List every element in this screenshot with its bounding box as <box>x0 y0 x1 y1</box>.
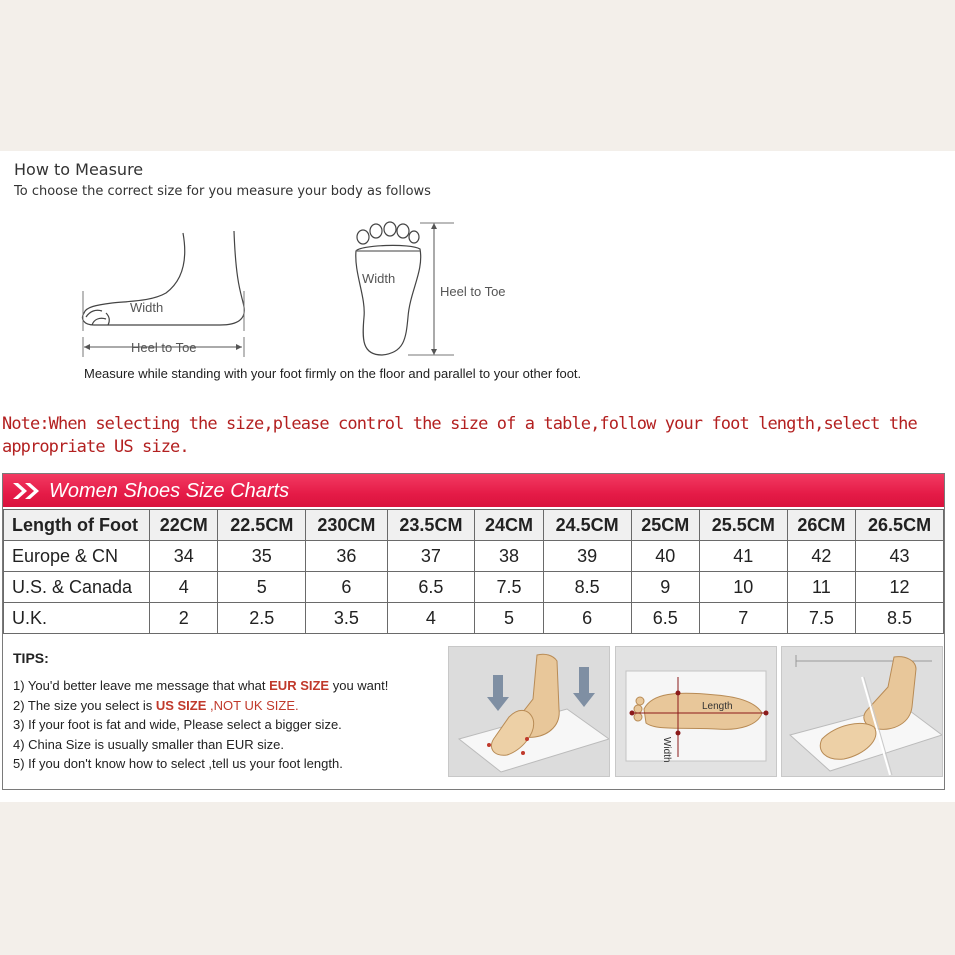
list-item: 3) If your foot is fat and wide, Please select a bigger size. <box>13 717 342 732</box>
table-cell: 7.5 <box>475 572 543 603</box>
table-row <box>4 510 944 541</box>
side-width-label: Width <box>130 300 164 315</box>
photo-foot-on-paper <box>448 646 610 777</box>
table-cell: 39 <box>543 541 631 572</box>
table-cell: 22.5CM <box>218 510 306 541</box>
list-item: 5) If you don't know how to select ,tell us your foot length. <box>13 756 343 771</box>
table-cell: 8.5 <box>543 572 631 603</box>
table-cell: 11 <box>787 572 855 603</box>
size-selection-note: Note:When selecting the size,please control the size of a table,follow your foot length,select the appropriate US size. <box>2 414 917 457</box>
table-cell: 3.5 <box>306 603 387 634</box>
table-cell: 43 <box>856 541 944 572</box>
list-item <box>13 676 388 696</box>
photo-length-width <box>615 646 777 777</box>
tip-highlight: US SIZE <box>155 697 207 713</box>
tip-highlight: ,NOT UK SIZE. <box>206 697 299 713</box>
table-cell: 2.5 <box>218 603 306 634</box>
table-cell: 35 <box>218 541 306 572</box>
table-cell: 6 <box>543 603 631 634</box>
table-cell: 7 <box>699 603 787 634</box>
table-cell: 38 <box>475 541 543 572</box>
sole-width-label: Width <box>362 271 396 286</box>
double-chevron-icon <box>11 482 43 500</box>
table-cell: 230CM <box>306 510 387 541</box>
photo-foot-measuring <box>781 646 943 777</box>
table-cell: 10 <box>699 572 787 603</box>
foot-on-paper-image <box>449 647 610 777</box>
table-cell: 4 <box>150 572 218 603</box>
table-cell: 34 <box>150 541 218 572</box>
size-chart-banner <box>3 474 944 507</box>
table-cell: 6.5 <box>631 603 699 634</box>
table-cell: 24.5CM <box>543 510 631 541</box>
table-row <box>4 572 944 603</box>
side-length-label: Heel to Toe <box>131 340 197 355</box>
how-to-measure-title: How to Measure <box>14 160 144 179</box>
size-chart-title: Women Shoes Size Charts <box>49 480 290 502</box>
table-cell: 7.5 <box>787 603 855 634</box>
table-cell: 40 <box>631 541 699 572</box>
table-cell: 5 <box>475 603 543 634</box>
tips-list <box>13 676 388 774</box>
table-cell: 12 <box>856 572 944 603</box>
table-cell: 25.5CM <box>699 510 787 541</box>
row-header: Europe & CN <box>4 541 150 572</box>
table-cell: 24CM <box>475 510 543 541</box>
foot-measuring-image <box>782 647 943 777</box>
row-header: U.K. <box>4 603 150 634</box>
table-row <box>4 603 944 634</box>
length-width-image <box>616 647 777 777</box>
size-chart-panel <box>2 473 945 790</box>
table-cell: 8.5 <box>856 603 944 634</box>
table-cell: 26CM <box>787 510 855 541</box>
table-cell: 36 <box>306 541 387 572</box>
tip-text: 2) The size you select is <box>13 697 156 713</box>
photo-width-label: Width <box>661 737 672 763</box>
size-chart-table <box>3 509 944 634</box>
table-row <box>4 541 944 572</box>
table-cell: 2 <box>150 603 218 634</box>
sole-length-label: Heel to Toe <box>440 284 506 299</box>
list-item <box>13 696 388 716</box>
tip-text: you want! <box>329 678 389 693</box>
list-item: 4) China Size is usually smaller than EUR size. <box>13 736 284 752</box>
row-header: U.S. & Canada <box>4 572 150 603</box>
table-cell: 6.5 <box>387 572 475 603</box>
table-cell: 9 <box>631 572 699 603</box>
sole-foot-illustration <box>356 222 421 355</box>
size-guide-sheet <box>0 151 955 802</box>
table-cell: 37 <box>387 541 475 572</box>
row-header: Length of Foot <box>4 510 150 541</box>
table-cell: 26.5CM <box>856 510 944 541</box>
side-foot-illustration <box>82 231 244 325</box>
tips-title: TIPS: <box>13 650 49 666</box>
table-cell: 22CM <box>150 510 218 541</box>
table-cell: 5 <box>218 572 306 603</box>
table-cell: 23.5CM <box>387 510 475 541</box>
table-cell: 25CM <box>631 510 699 541</box>
how-to-measure-subtitle: To choose the correct size for you measure your body as follows <box>14 184 431 199</box>
table-cell: 42 <box>787 541 855 572</box>
table-cell: 6 <box>306 572 387 603</box>
table-cell: 4 <box>387 603 475 634</box>
table-cell: 41 <box>699 541 787 572</box>
tip-highlight: EUR SIZE <box>269 678 330 693</box>
photo-length-label: Length <box>702 701 733 712</box>
tip-text: 1) You'd better leave me message that what <box>13 678 270 693</box>
measure-instruction: Measure while standing with your foot firmly on the floor and parallel to your other foot. <box>84 366 582 381</box>
